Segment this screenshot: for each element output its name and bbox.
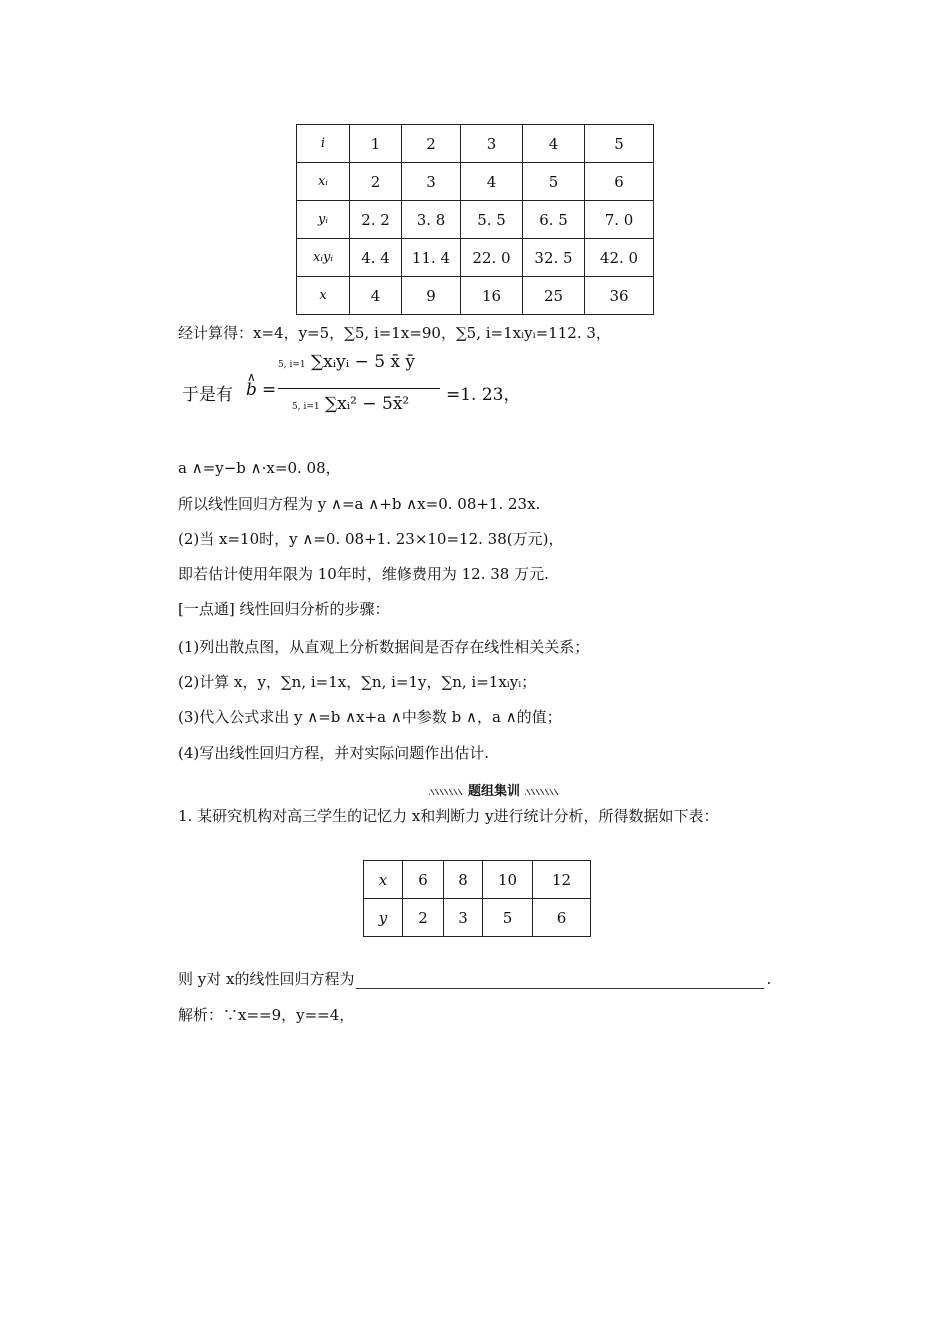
table-cell: xᵢyᵢ bbox=[297, 239, 350, 277]
fraction-bar bbox=[278, 388, 440, 389]
answer-prompt-end: . bbox=[766, 970, 772, 988]
table-cell: 42. 0 bbox=[585, 239, 654, 277]
table-cell: 11. 4 bbox=[402, 239, 461, 277]
solution-line: 解析：∵x==9，y==4， bbox=[178, 1006, 355, 1024]
table1-row bbox=[297, 163, 654, 201]
formula-b: b bbox=[246, 380, 257, 400]
banner-hatch-left bbox=[429, 789, 463, 795]
formula-hat: ∧ bbox=[247, 370, 256, 384]
formula-result: =1. 23， bbox=[446, 385, 521, 405]
table-cell: 16 bbox=[461, 277, 523, 315]
table-cell: 8 bbox=[444, 861, 483, 899]
table-cell: 5 bbox=[523, 163, 585, 201]
numerator-limits: 5, i=1 bbox=[278, 360, 306, 370]
table-cell: 2. 2 bbox=[350, 201, 402, 239]
table2-row bbox=[364, 899, 591, 937]
answer-prompt bbox=[178, 968, 771, 989]
step2-line: (2)计算 x，y，∑n, i=1x，∑n, i=1y，∑n, i=1xᵢyᵢ； bbox=[178, 673, 537, 691]
banner-hatch-right bbox=[525, 789, 559, 795]
question-1: 1. 某研究机构对高三学生的记忆力 x和判断力 y进行统计分析，所得数据如下表： bbox=[178, 807, 719, 825]
table-cell: 6 bbox=[403, 861, 444, 899]
table-cell: 6 bbox=[533, 899, 591, 937]
step3-line: (3)代入公式求出 y ∧=b ∧x+a ∧中参数 b ∧，a ∧的值； bbox=[178, 708, 562, 726]
formula-lead: 于是有 bbox=[182, 385, 233, 405]
table-cell: i bbox=[297, 125, 350, 163]
part2-line: (2)当 x=10时，y ∧=0. 08+1. 23×10=12. 38(万元)， bbox=[178, 530, 564, 548]
table-cell: yᵢ bbox=[297, 201, 350, 239]
table-cell: 9 bbox=[402, 277, 461, 315]
section-banner bbox=[424, 780, 564, 798]
table-cell: y bbox=[364, 899, 403, 937]
table-cell: 4 bbox=[461, 163, 523, 201]
estimate-line: 即若估计使用年限为 10年时，维修费用为 12. 38 万元. bbox=[178, 565, 549, 583]
table-cell: 3 bbox=[444, 899, 483, 937]
table-cell: 2 bbox=[402, 125, 461, 163]
table-cell: x bbox=[297, 277, 350, 315]
answer-blank[interactable] bbox=[356, 973, 764, 989]
table-cell: 3 bbox=[461, 125, 523, 163]
step1-line: (1)列出散点图，从直观上分析数据间是否存在线性相关关系； bbox=[178, 638, 590, 656]
table-cell: 36 bbox=[585, 277, 654, 315]
table-cell: 3. 8 bbox=[402, 201, 461, 239]
table-cell: 5 bbox=[483, 899, 533, 937]
table-cell: 10 bbox=[483, 861, 533, 899]
step4-line: (4)写出线性回归方程，并对实际问题作出估计. bbox=[178, 744, 490, 762]
tip-line: [一点通] 线性回归分析的步骤： bbox=[178, 600, 390, 618]
table-cell: 6 bbox=[585, 163, 654, 201]
table-cell: 5 bbox=[585, 125, 654, 163]
formula-denominator bbox=[292, 394, 409, 414]
table-cell: xᵢ bbox=[297, 163, 350, 201]
table-cell: 22. 0 bbox=[461, 239, 523, 277]
denominator-expression: ∑xᵢ² − 5x̄² bbox=[325, 394, 410, 414]
table-cell: 4 bbox=[350, 277, 402, 315]
a-hat-line: a ∧=y−b ∧·x=0. 08， bbox=[178, 459, 341, 477]
table-cell: 6. 5 bbox=[523, 201, 585, 239]
denominator-limits: 5, i=1 bbox=[292, 402, 320, 412]
table-cell: x bbox=[364, 861, 403, 899]
calc-line: 经计算得：x=4，y=5，∑5, i=1x=90，∑5, i=1xᵢyᵢ=112. 3， bbox=[178, 324, 611, 342]
table-cell: 1 bbox=[350, 125, 402, 163]
table1-row bbox=[297, 239, 654, 277]
data-table-1 bbox=[296, 124, 654, 315]
answer-prompt-text: 则 y对 x的线性回归方程为 bbox=[178, 970, 355, 988]
table1-row bbox=[297, 201, 654, 239]
table-cell: 3 bbox=[402, 163, 461, 201]
table2-row bbox=[364, 861, 591, 899]
table-cell: 2 bbox=[403, 899, 444, 937]
table1-row bbox=[297, 125, 654, 163]
slope-formula bbox=[182, 352, 521, 432]
table-cell: 32. 5 bbox=[523, 239, 585, 277]
table-cell: 4 bbox=[523, 125, 585, 163]
formula-equals: = bbox=[262, 380, 277, 400]
table-cell: 7. 0 bbox=[585, 201, 654, 239]
data-table-2 bbox=[363, 860, 591, 937]
table-cell: 4. 4 bbox=[350, 239, 402, 277]
table-cell: 12 bbox=[533, 861, 591, 899]
table-cell: 5. 5 bbox=[461, 201, 523, 239]
banner-label: 题组集训 bbox=[467, 784, 520, 799]
table-cell: 2 bbox=[350, 163, 402, 201]
equation-line: 所以线性回归方程为 y ∧=a ∧+b ∧x=0. 08+1. 23x. bbox=[178, 495, 541, 513]
table-cell: 25 bbox=[523, 277, 585, 315]
table1-row bbox=[297, 277, 654, 315]
numerator-expression: ∑xᵢyᵢ − 5 x̄ ȳ bbox=[311, 352, 416, 372]
formula-numerator bbox=[278, 352, 415, 372]
